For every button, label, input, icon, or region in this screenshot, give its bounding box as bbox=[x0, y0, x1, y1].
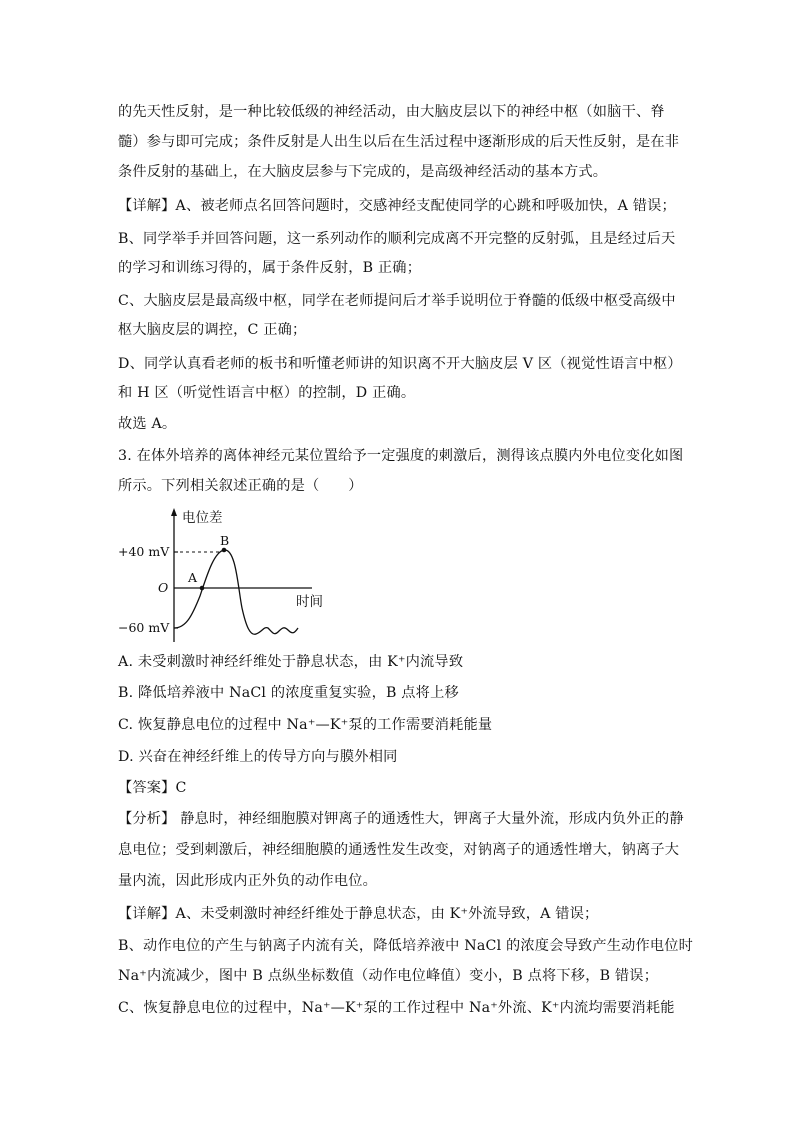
text-line: D、同学认真看老师的板书和听懂老师讲的知识离不开大脑皮层 V 区（视觉性语言中枢） bbox=[118, 356, 682, 372]
x-axis-label: 时间 bbox=[296, 594, 323, 610]
analysis-line: 息电位；受到刺激后，神经细胞膜的通透性发生改变，对钠离子的通透性增大，钠离子大 bbox=[118, 842, 680, 858]
point-b-label: B bbox=[220, 533, 230, 548]
tick-label-plus40: +40 mV bbox=[118, 544, 170, 559]
text-line: 的学习和训练习得的，属于条件反射，B 正确； bbox=[118, 260, 422, 276]
question-line: 所示。下列相关叙述正确的是（ ） bbox=[118, 478, 363, 494]
tick-label-minus60: −60 mV bbox=[118, 620, 170, 635]
text-line: 枢大脑皮层的调控，C 正确； bbox=[118, 322, 307, 338]
y-axis-arrow bbox=[171, 508, 177, 516]
y-axis-label: 电位差 bbox=[182, 510, 223, 526]
point-b-marker bbox=[222, 548, 227, 553]
text-line: 的先天性反射，是一种比较低级的神经活动，由大脑皮层以下的神经中枢（如脑干、脊 bbox=[118, 104, 665, 120]
text-line: 髓）参与即可完成；条件反射是人出生以后在生活过程中逐渐形成的后天性反射，是在非 bbox=[118, 134, 680, 150]
detail-line: Na⁺内流减少，图中 B 点纵坐标数值（动作电位峰值）变小，B 点将下移，B 错误； bbox=[118, 968, 659, 984]
question-line: 3. 在体外培养的离体神经元某位置给予一定强度的刺激后，测得该点膜内外电位变化如图 bbox=[118, 448, 684, 464]
option-c: C. 恢复静息电位的过程中 Na⁺—K⁺泵的工作需要消耗能量 bbox=[118, 717, 493, 733]
text-line: 条件反射的基础上，在大脑皮层参与下完成的，是高级神经活动的基本方式。 bbox=[118, 164, 608, 180]
detail-line: 【详解】A、未受刺激时神经纤维处于静息状态，由 K⁺外流导致，A 错误； bbox=[118, 906, 599, 922]
analysis-line: 【分析】 静息时，神经细胞膜对钾离子的通透性大，钾离子大量外流，形成内负外正的静 bbox=[118, 811, 684, 827]
text-line: 和 H 区（听觉性语言中枢）的控制，D 正确。 bbox=[118, 385, 416, 401]
analysis-line: 量内流，因此形成内正外负的动作电位。 bbox=[118, 873, 377, 889]
option-d: D. 兴奋在神经纤维上的传导方向与膜外相同 bbox=[118, 749, 398, 765]
membrane-potential-figure bbox=[112, 500, 352, 650]
option-b: B. 降低培养液中 NaCl 的浓度重复实验，B 点将上移 bbox=[118, 685, 459, 701]
text-line: C、大脑皮层是最高级中枢，同学在老师提问后才举手说明位于脊髓的低级中枢受高级中 bbox=[118, 293, 676, 309]
text-line: 【详解】A、被老师点名回答问题时，交感神经支配使同学的心跳和呼吸加快，A 错误； bbox=[118, 198, 676, 214]
potential-curve bbox=[174, 550, 298, 634]
point-a-marker bbox=[200, 586, 205, 591]
answer-line: 【答案】C bbox=[118, 780, 187, 796]
potential-graph bbox=[112, 500, 352, 650]
text-line: 故选 A。 bbox=[118, 416, 177, 432]
option-a: A. 未受刺激时神经纤维处于静息状态，由 K⁺内流导致 bbox=[118, 654, 464, 670]
tick-label-zero: O bbox=[158, 580, 169, 595]
detail-line: C、恢复静息电位的过程中，Na⁺—K⁺泵的工作过程中 Na⁺外流、K⁺内流均需要消耗能 bbox=[118, 1000, 675, 1016]
text-line: B、同学举手并回答问题，这一系列动作的顺利完成离不开完整的反射弧，且是经过后天 bbox=[118, 231, 676, 247]
point-a-label: A bbox=[188, 570, 198, 585]
detail-line: B、动作电位的产生与钠离子内流有关，降低培养液中 NaCl 的浓度会导致产生动作电位时 bbox=[118, 938, 694, 954]
